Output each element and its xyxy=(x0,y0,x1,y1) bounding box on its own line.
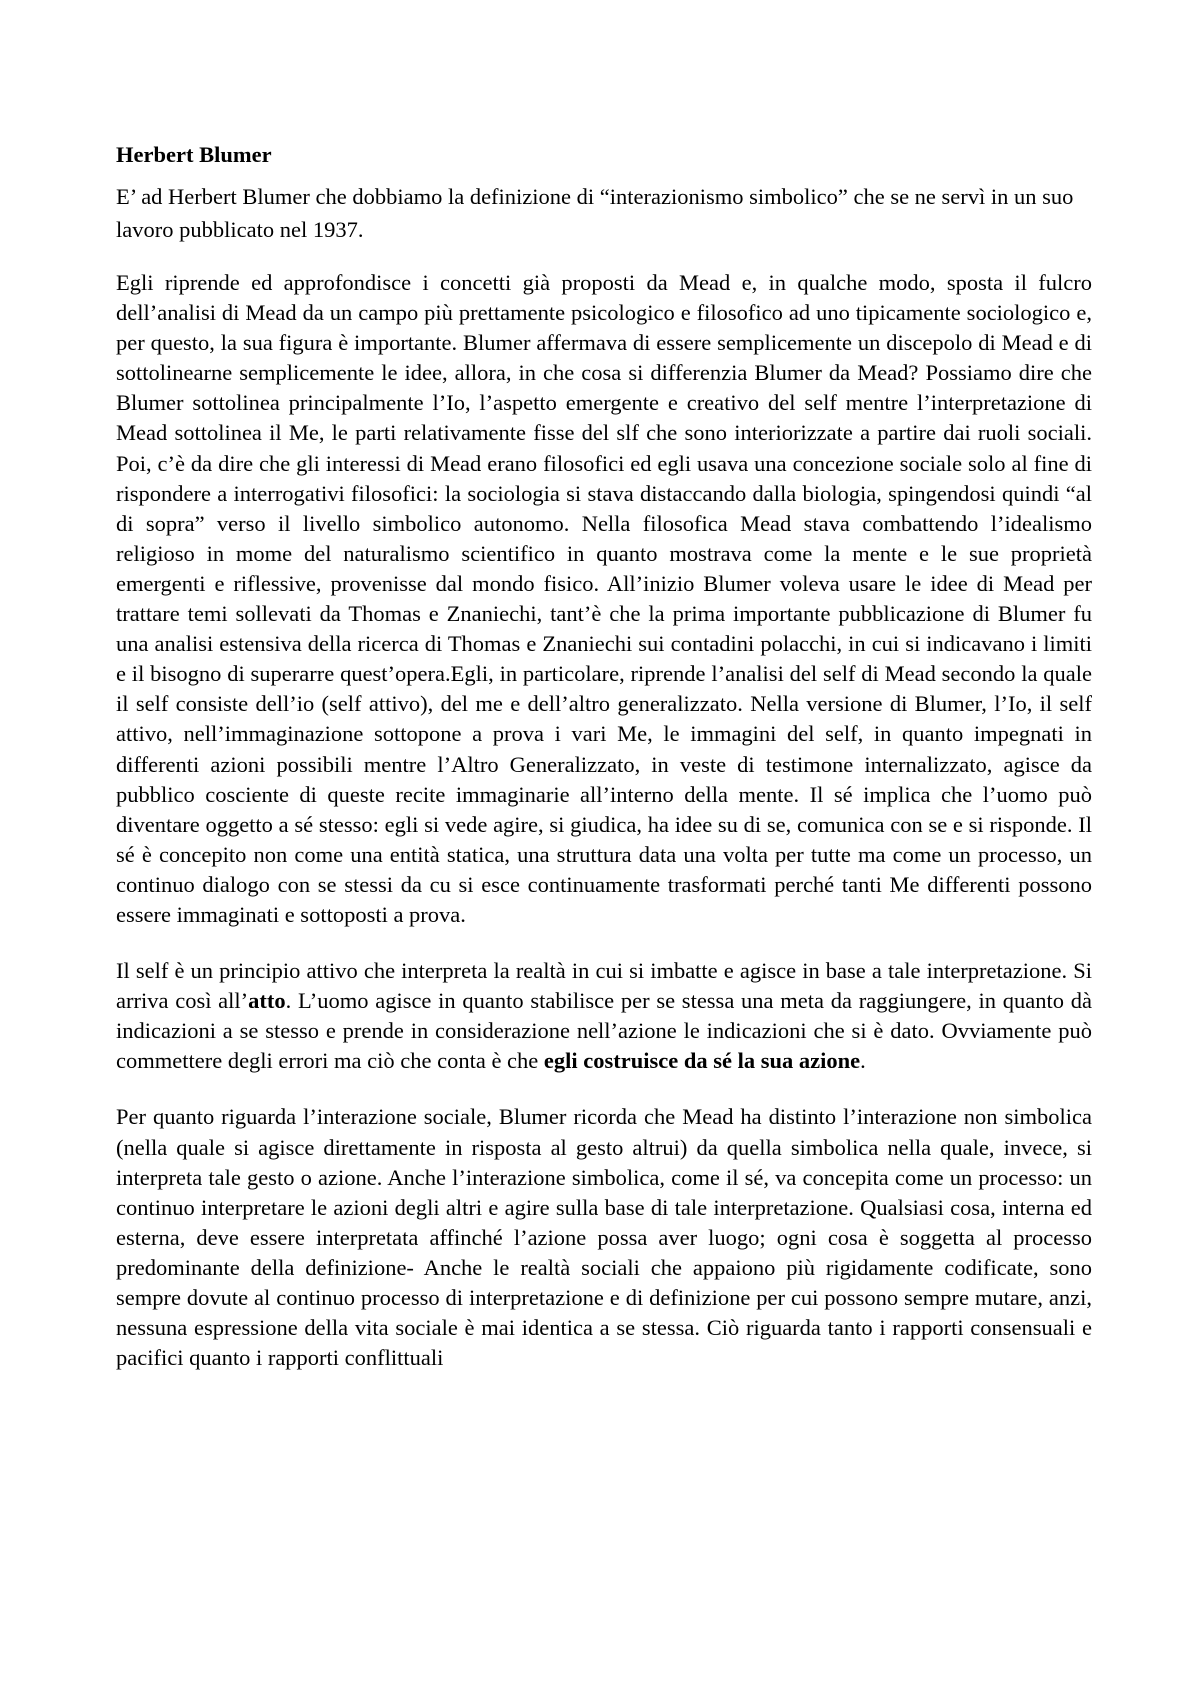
paragraph-1: Egli riprende ed approfondisce i concetti già proposti da Mead e, in qualche modo, sposta il fulcro dell’analisi di Mead da un campo più prettamente psicologico e filosofico ad uno tipicamente sociologico e, per questo, la sua figura è importante. Blumer affermava di essere semplicemente un discepolo di Mead e di sottolinearne semplicemente le idee, allora, in che cosa si differenzia Blumer da Mead? Possiamo dire che Blumer sottolinea principalmente l’Io, l’aspetto emergente e creativo del self mentre l’interpretazione di Mead sottolinea il Me, le parti relativamente fisse del slf che sono interiorizzate a partire dai ruoli sociali. Poi, c’è da dire che gli interessi di Mead erano filosofici ed egli usava una concezione sociale solo al fine di rispondere a interrogativi filosofici: la sociologia si stava distaccando dalla biologia, spingendosi quindi “al di sopra” verso il livello simbolico autonomo. Nella filosofica Mead stava combattendo l’idealismo religioso in mome del naturalismo scientifico in quanto mostrava come la mente e le sue proprietà emergenti e riflessive, provenisse dal mondo fisico. All’inizio Blumer voleva usare le idee di Mead per trattare temi sollevati da Thomas e Znaniechi, tant’è che la prima importante pubblicazione di Blumer fu una analisi estensiva della ricerca di Thomas e Znaniechi sui contadini polacchi, in cui si indicavano i limiti e il bisogno di superarre quest’opera.Egli, in particolare, riprende l’analisi del self di Mead secondo la quale il self consiste dell’io (self attivo), del me e dell’altro generalizzato. Nella versione di Blumer, l’Io, il self attivo, nell’immaginazione sottopone a prova i vari Me, le immagini del self, in quanto impegnati in differenti azioni possibili mentre l’Altro Generalizzato, in veste di testimone internalizzato, agisce da pubblico cosciente di queste recite immaginarie all’interno della mente. Il sé implica che l’uomo può diventare oggetto a sé stesso: egli si vede agire, si giudica, ha idee su di se, comunica con se e si risponde. Il sé è concepito non come una entità statica, una struttura data una volta per tutte ma come un processo, un continuo dialogo con se stessi da cu si esce continuamente trasformati perché tanti Me differenti possono essere immaginati e sottoposti a prova. xyxy=(116,270,1092,927)
paragraph-2 xyxy=(116,956,1092,1076)
paragraph-2-text-3: . xyxy=(860,1048,866,1074)
intro-paragraph: E’ ad Herbert Blumer che dobbiamo la definizione di “interazionismo simbolico” che se ne servì in un suo lavoro pubblicato nel 1937. xyxy=(116,184,1074,242)
paragraph-2-text-1: Il self è un principio attivo che interpreta la realtà in cui si imbatte e agisce in base a tale interpretazione. Si arriva così all’ xyxy=(116,958,1092,1014)
paragraph-2-text-2: . L’uomo agisce in quanto stabilisce per se stessa una meta da raggiungere, in quanto dà indicazioni a se stesso e prende in considerazione nell’azione le indicazioni che si è dato. Ovviamente può commettere degli errori ma ciò che conta è che xyxy=(116,988,1092,1074)
paragraph-3: Per quanto riguarda l’interazione sociale, Blumer ricorda che Mead ha distinto l’interazione non simbolica (nella quale si agisce direttamente in risposta al gesto altrui) da quella simbolica nella quale, invece, si interpreta tale gesto o azione. Anche l’interazione simbolica, come il sé, va concepita come un processo: un continuo interpretare le azioni degli altri e agire sulla base di tale interpretazione. Qualsiasi cosa, interna ed esterna, deve essere interpretata affinché l’azione possa aver luogo; ogni cosa è soggetta al processo predominante della definizione- Anche le realtà sociali che appaiono più rigidamente codificate, sono sempre dovute al continuo processo di interpretazione e di definizione per cui possono sempre mutare, anzi, nessuna espressione della vita sociale è mai identica a se stessa. Ciò riguarda tanto i rapporti consensuali e pacifici quanto i rapporti conflittuali xyxy=(116,1104,1092,1371)
paragraph-2-bold-azione: egli costruisce da sé la sua azione xyxy=(543,1048,861,1074)
paragraph-2-bold-atto: atto xyxy=(248,988,286,1014)
document-title: Herbert Blumer xyxy=(116,142,272,167)
document-page xyxy=(116,140,1092,1401)
